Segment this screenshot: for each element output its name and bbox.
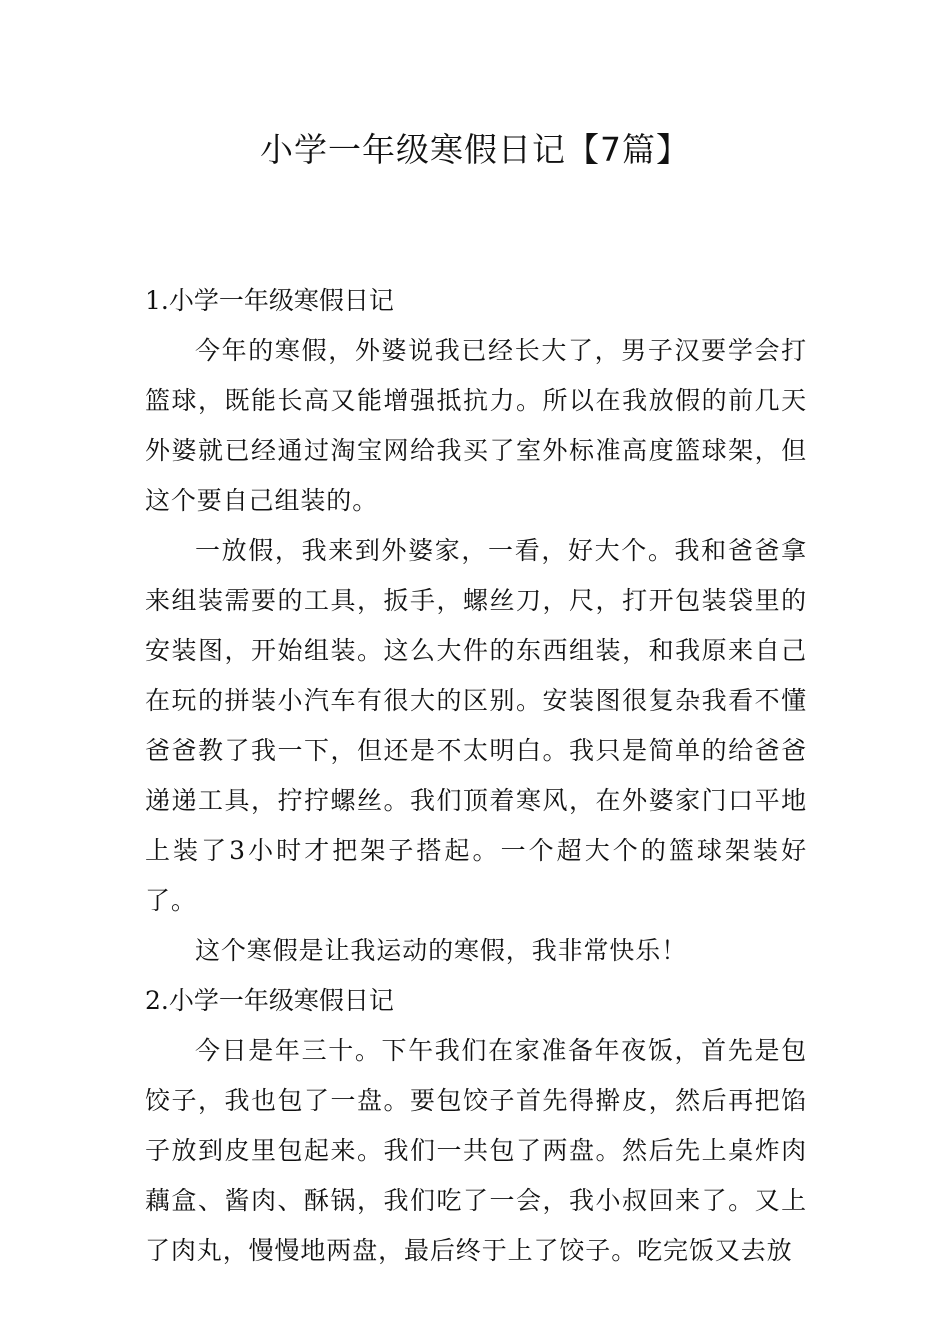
paragraph: 今年的寒假，外婆说我已经长大了，男子汉要学会打篮球，既能长高又能增强抵抗力。所以在我放假的前几天外婆就已经通过淘宝网给我买了室外标准高度篮球架，但这个要自己组装的。	[145, 336, 807, 515]
document-title: 小学一年级寒假日记【7篇】	[260, 130, 690, 169]
section-heading: 1.小学一年级寒假日记	[145, 286, 394, 315]
paragraph: 这个寒假是让我运动的寒假，我非常快乐！	[195, 936, 688, 965]
paragraph: 今日是年三十。下午我们在家准备年夜饭，首先是包饺子，我也包了一盘。要包饺子首先得擀皮，然后再把馅子放到皮里包起来。我们一共包了两盘。然后先上桌炸肉藕盒、酱肉、酥锅，我们吃了一会，我小叔回来了。又上了肉丸，慢慢地两盘，最后终于上了饺子。吃完饭又去放	[145, 1036, 807, 1265]
paragraph: 一放假，我来到外婆家，一看，好大个。我和爸爸拿来组装需要的工具，扳手，螺丝刀，尺，打开包装袋里的安装图，开始组装。这么大件的东西组装，和我原来自己在玩的拼装小汽车有很大的区别。安装图很复杂我看不懂爸爸教了我一下，但还是不太明白。我只是简单的给爸爸递递工具，拧拧螺丝。我们顶着寒风，在外婆家门口平地上装了3小时才把架子搭起。一个超大个的篮球架装好了。	[145, 536, 807, 915]
section-heading: 2.小学一年级寒假日记	[145, 986, 394, 1015]
document-body	[145, 276, 807, 1276]
